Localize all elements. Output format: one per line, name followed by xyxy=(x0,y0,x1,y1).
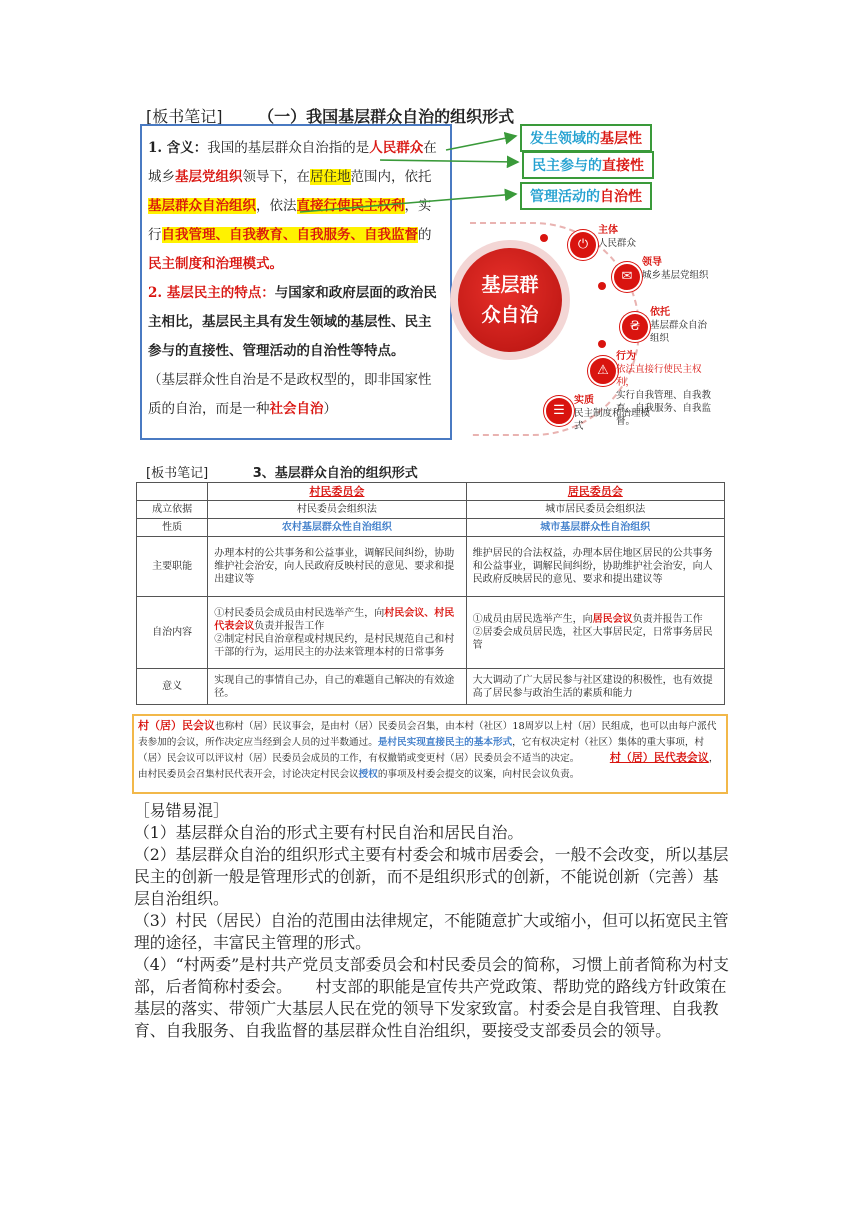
warning-icon: ⚠ xyxy=(588,356,618,386)
callout-key: 直接性 xyxy=(602,158,644,174)
note-tag: [板书笔记] xyxy=(146,466,209,481)
section3-title: ［易错易混］ xyxy=(134,801,229,820)
council-rep-title: 村（居）民代表会议 xyxy=(609,751,709,764)
cell-resident: 城市基层群众性自治组织 xyxy=(466,519,724,537)
callout-autonomy xyxy=(520,182,652,210)
node-title: 主体 xyxy=(598,225,618,236)
callout-text: 发生领域的 xyxy=(530,131,600,147)
note-tag: [板书笔记] xyxy=(146,107,223,126)
section1-title: （一）我国基层群众自治的组织形式 xyxy=(258,107,515,126)
council-text: 也称村（居）民议事会，是由村（居）民委员会召集，由本村（社区）18周岁以上村（居）民组成，也可以由每户派代表参加的会议，所作决定应当经到会人员的过半数通过。 xyxy=(138,721,717,748)
node-subject xyxy=(598,224,636,250)
cell-resident: 大大调动了广大居民参与社区建设的积极性，也有效提高了居民参与政治生活的素质和能力 xyxy=(466,669,724,705)
arrow-line xyxy=(380,160,518,162)
council-box xyxy=(132,714,728,794)
cell-resident xyxy=(466,597,724,669)
callout-text: 管理活动的 xyxy=(530,189,600,205)
callout-directness xyxy=(522,151,654,179)
def-organization: 基层群众自治组织 xyxy=(148,198,256,214)
diagram-center xyxy=(458,248,562,352)
list-icon: ☰ xyxy=(544,396,574,426)
note-social-autonomy: 社会自治 xyxy=(269,401,324,417)
cell-village: 农村基层群众性自治组织 xyxy=(208,519,466,537)
callout-grassroots xyxy=(520,124,652,152)
table-row xyxy=(137,501,725,519)
callout-key: 自治性 xyxy=(600,189,642,205)
node-title: 依托 xyxy=(650,307,670,318)
node-leader xyxy=(642,256,709,282)
ring-dot xyxy=(540,234,548,242)
cell-resident: 城市居民委员会组织法 xyxy=(466,501,724,519)
ring-dot xyxy=(598,282,606,290)
cell-village: 村民委员会组织法 xyxy=(208,501,466,519)
list-item: （3）村民（居民）自治的范围由法律规定，不能随意扩大或缩小，但可以拓宽民主管理的途径，丰富民主管理的形式。 xyxy=(134,911,729,952)
cell-text: 负责并报告工作 xyxy=(254,620,325,632)
header-village-committee: 村民委员会 xyxy=(208,483,466,501)
node-title: 领导 xyxy=(642,257,662,268)
def-residence: 居住地 xyxy=(310,169,351,185)
def-text: ，实行 xyxy=(148,198,432,243)
node-text: 城乡基层党组织 xyxy=(642,270,709,281)
center-line: 基层群 xyxy=(481,274,539,296)
callout-text: 民主参与的 xyxy=(532,158,602,174)
confusion-section xyxy=(134,800,734,1042)
node-support xyxy=(650,306,716,345)
list-item: （2）基层群众自治的组织形式主要有村委会和城市居委会，一般不会改变，所以基层民主的创新一般是管理形式的创新，而不是组织形式的创新，不能说创新（完善）基层自治组织。 xyxy=(134,845,729,908)
node-text-red: 依法直接行使民主权利， xyxy=(616,364,702,388)
row-key: 性质 xyxy=(137,519,208,537)
node-text: 人民群众 xyxy=(598,238,637,249)
cell-text: 负责并报告工作 xyxy=(632,614,703,625)
power-icon: ⏻ xyxy=(568,230,598,260)
node-title: 实质 xyxy=(574,395,594,406)
arrow-line xyxy=(446,136,516,150)
cell-resident: 维护居民的合法权益，办理本居住地区居民的公共事务和公益事业，调解民间纠纷，协助维护社会治安，向人民政府反映居民的意见、要求和提出建议等 xyxy=(466,537,724,597)
node-text: 民主制度和治理模式 xyxy=(574,408,651,432)
note-text: ） xyxy=(323,401,337,417)
callout-key: 基层性 xyxy=(600,131,642,147)
council-authorize: 授权 xyxy=(358,768,378,780)
def-text: 的 xyxy=(418,227,432,243)
cell-text: ①成员由居民选举产生，向 xyxy=(472,614,593,625)
document-icon: ₴ xyxy=(620,312,650,342)
table-row xyxy=(137,669,725,705)
header-resident-committee: 居民委员会 xyxy=(466,483,724,501)
header-cell xyxy=(137,483,208,501)
list-item: （1）基层群众自治的形式主要有村民自治和居民自治。 xyxy=(134,823,524,842)
cell-village: 办理本村的公共事务和公益事业，调解民间纠纷，协助维护社会治安，向人民政府反映村民的意见、要求和提出建议等 xyxy=(208,537,466,597)
def-subject: 人民群众 xyxy=(369,140,424,156)
def-text: 我国的基层群众自治指的是 xyxy=(207,140,370,156)
definition-label: 1. 含义： xyxy=(148,140,208,156)
def-four-selves: 自我管理、自我教育、自我服务、自我监督 xyxy=(161,227,418,243)
table-row xyxy=(137,519,725,537)
feature-text: 与国家和政府层面的政治民主相比，基层民主具有发生领域的基层性、民主参与的直接性、管理活动的自治性等特点。 xyxy=(148,285,437,359)
cell-text: ②居委会成员居民选，社区大事居民定，日常事务居民管 xyxy=(472,627,713,651)
def-text: ，依法 xyxy=(256,198,297,214)
center-line: 众自治 xyxy=(481,304,539,326)
callout-arrows xyxy=(0,0,860,300)
council-highlight: 是村民实现直接民主的基本形式 xyxy=(377,736,513,748)
row-key: 自治内容 xyxy=(137,597,208,669)
cell-highlight: 村民会议、村民代表会议 xyxy=(214,607,455,632)
cell-text: ②制定村民自治章程或村规民约，是村民规范自己和村干部的行为，运用民主的办法来管理本村的日常事务 xyxy=(214,633,455,658)
comparison-table xyxy=(136,482,725,705)
ring-dot xyxy=(598,340,606,348)
cell-highlight: 居民会议 xyxy=(592,614,633,625)
council-text: ，它有权决定村（社区）集体的重大事项，村（居）民会议可以评议村（居）民委员会成员的工作，有权撤销或变更村（居）民委员会不适当的决定。 xyxy=(138,736,705,764)
cell-text: ①村民委员会成员由村民选举产生，向 xyxy=(214,607,385,619)
megaphone-icon: ✉ xyxy=(612,262,642,292)
node-essence xyxy=(574,394,654,433)
cell-village: 实现自己的事情自己办，自己的难题自己解决的有效途径。 xyxy=(208,669,466,705)
list-item: （4）“村两委”是村共产党员支部委员会和村民委员会的简称，习惯上前者简称为村支部，后者简称村委会。 村支部的职能是宣传共产党政策、帮助党的路线方针政策在基层的落实、带领广大基层人民在党的领导下发家致富。村委会是自我管理、自我教育、自我服务、自我监督的基层群众性自治组织，要接受支部委员会的领导。 xyxy=(134,955,729,1040)
note-paragraph xyxy=(148,366,444,424)
council-title: 村（居）民会议 xyxy=(138,719,215,732)
table-row xyxy=(137,597,725,669)
row-key: 意义 xyxy=(137,669,208,705)
def-text: 在城乡 xyxy=(148,140,437,185)
section2-title: 3、基层群众自治的组织形式 xyxy=(252,466,418,481)
section2-heading xyxy=(146,462,418,481)
arrow-line xyxy=(300,194,516,212)
def-essence: 民主制度和治理模式。 xyxy=(148,256,283,272)
def-text: 领导下，在 xyxy=(242,169,310,185)
row-key: 成立依据 xyxy=(137,501,208,519)
table-row xyxy=(137,537,725,597)
table-header-row xyxy=(137,483,725,501)
def-rights: 直接行使民主权利 xyxy=(296,198,405,214)
node-title: 行为 xyxy=(616,351,636,362)
council-text: ，由村民委员会召集村民代表开会，讨论决定村民会议 xyxy=(138,753,719,780)
node-text: 实行自我管理、自我教育、自我服务、自我监督。 xyxy=(616,390,712,427)
cell-village xyxy=(208,597,466,669)
def-text: 范围内，依托 xyxy=(350,169,432,185)
note-text: （基层群众性自治是不是政权型的，即非国家性质的自治，而是一种 xyxy=(148,372,432,417)
feature-label: 2. 基层民主的特点： xyxy=(148,285,275,301)
row-key: 主要职能 xyxy=(137,537,208,597)
def-leader: 基层党组织 xyxy=(175,169,243,185)
node-text: 基层群众自治组织 xyxy=(650,320,708,344)
council-text: 的事项及村委会提交的议案，向村民会议负责。 xyxy=(377,768,580,780)
